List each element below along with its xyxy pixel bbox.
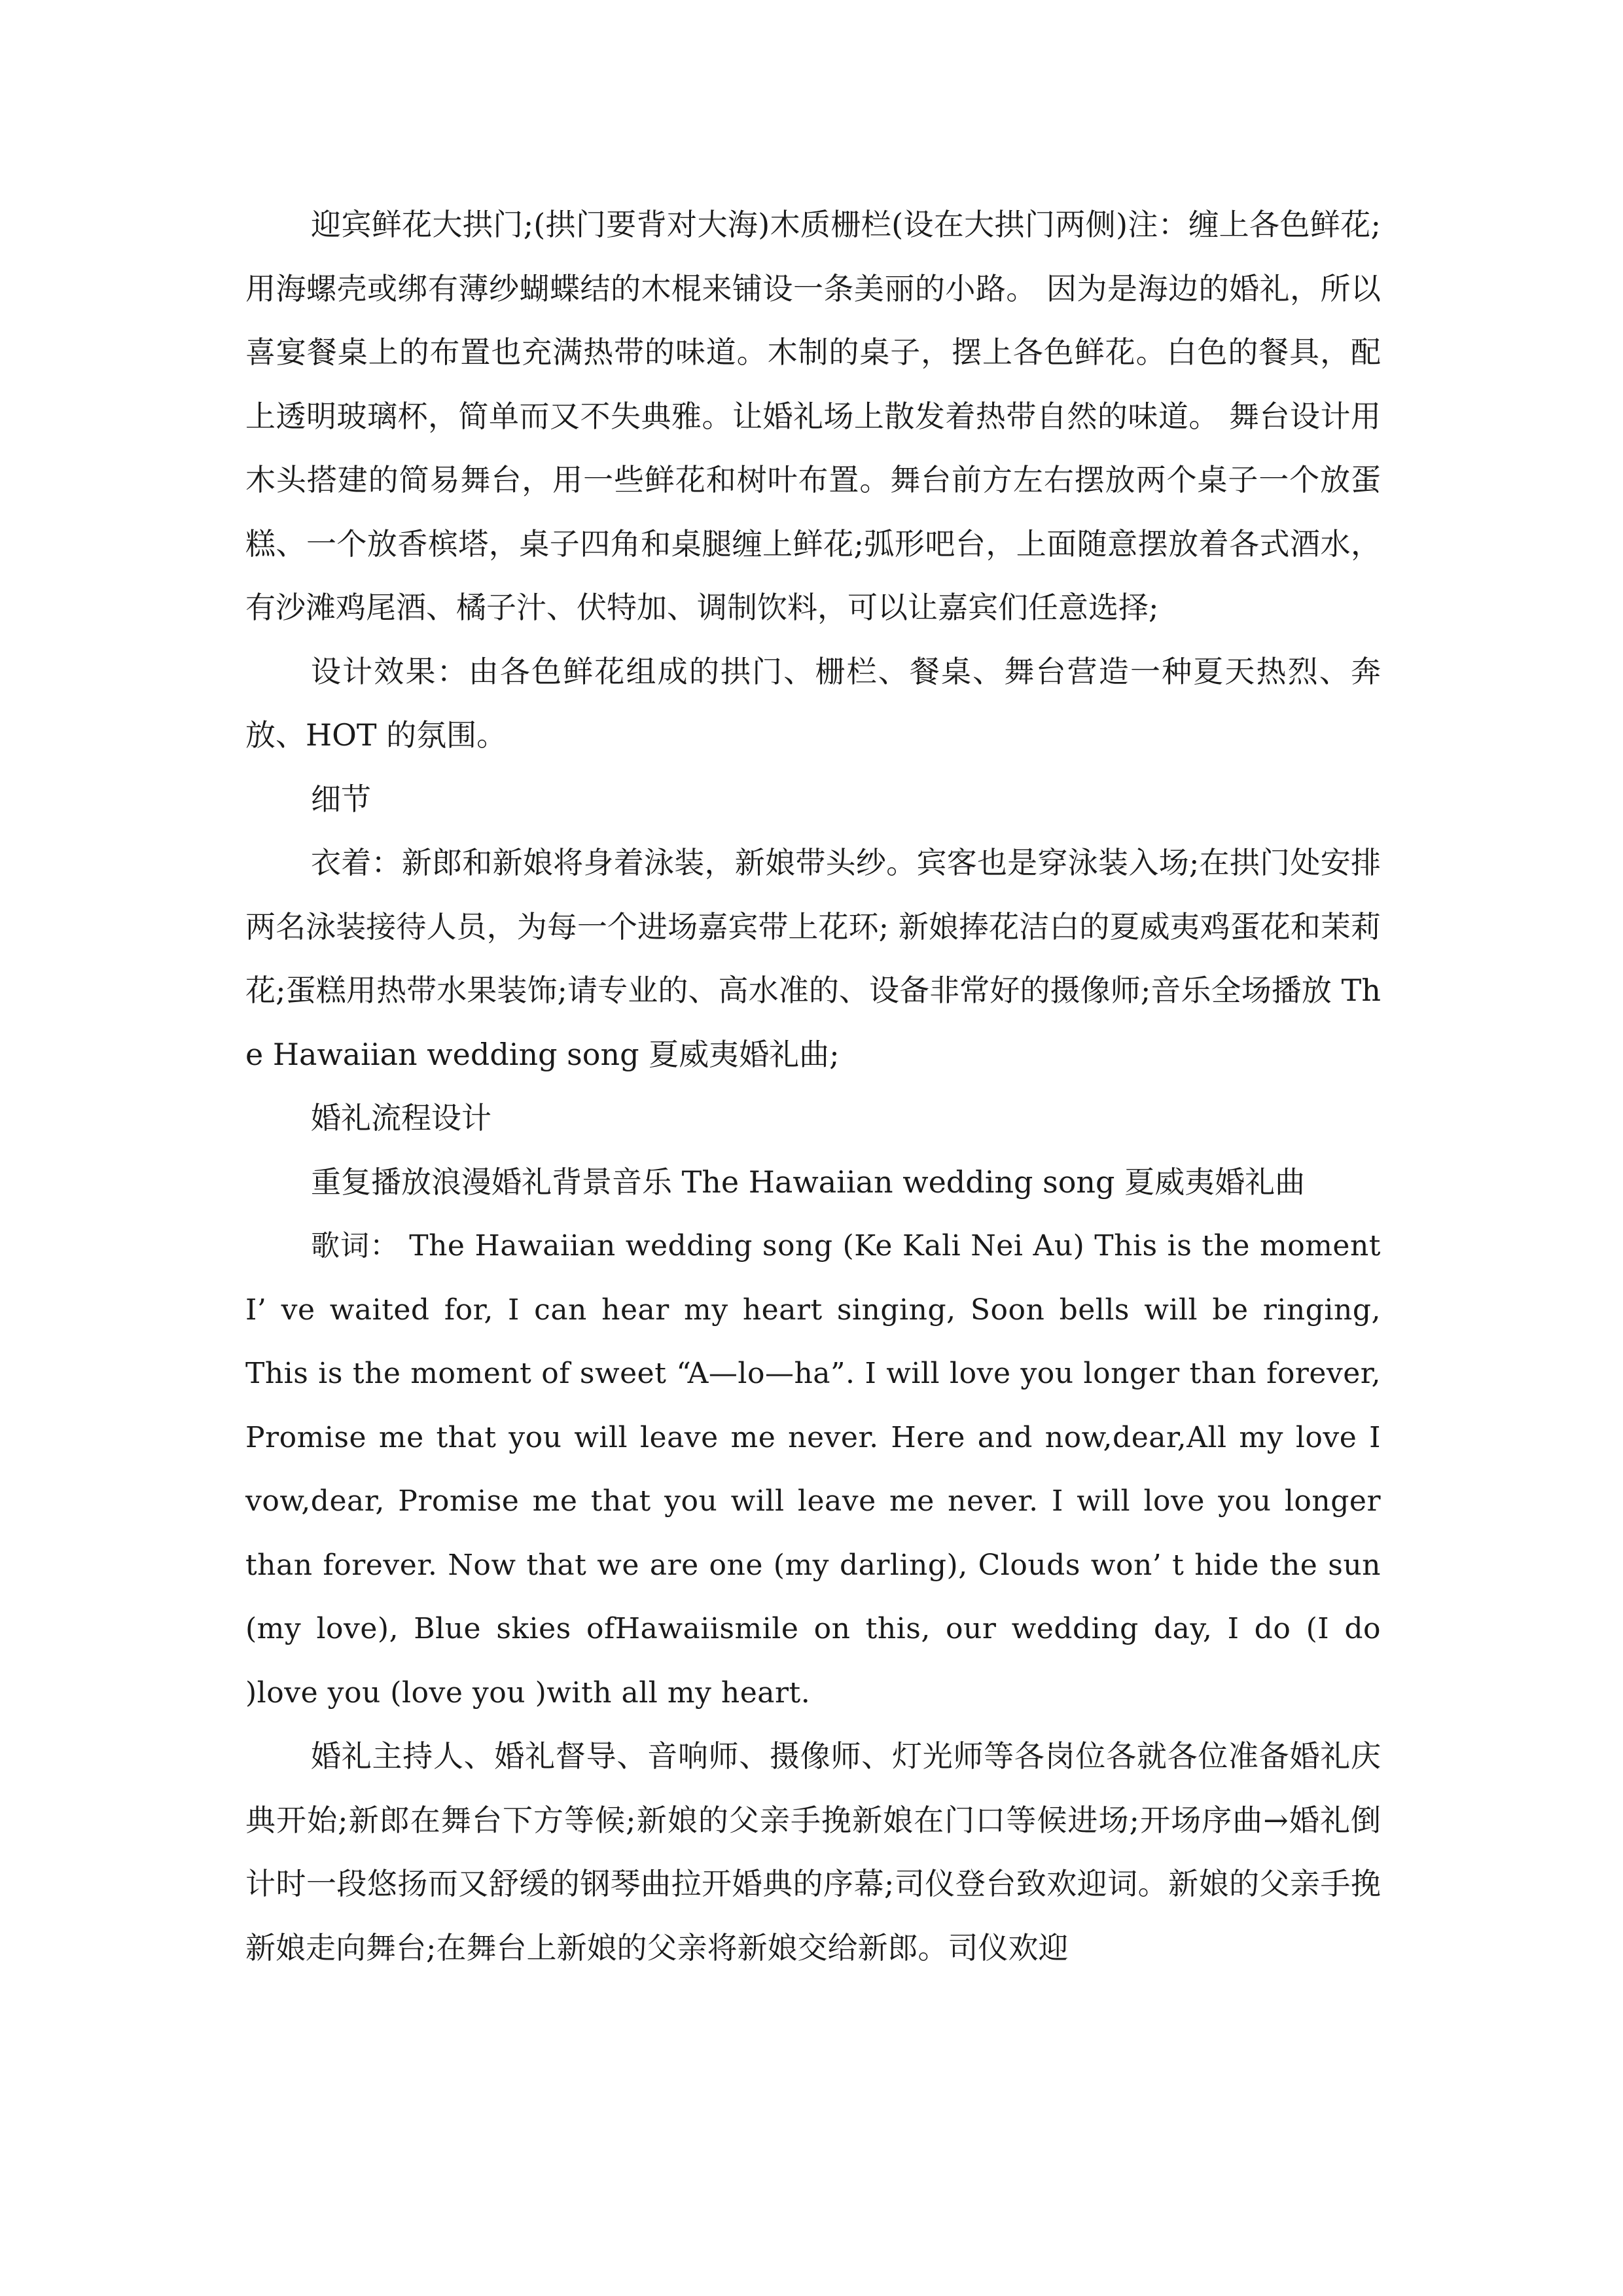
paragraph-ceremony-start: 婚礼主持人、婚礼督导、音响师、摄像师、灯光师等各岗位各就各位准备婚礼庆典开始;新郎在舞台下方等候;新娘的父亲手挽新娘在门口等候进场;开场序曲→婚礼倒计时一段悠扬而又舒缓的钢琴曲拉开婚典的序幕;司仪登台致欢迎词。新娘的父亲手挽新娘走向舞台;在舞台上新娘的父亲将新娘交给新郎。司仪欢迎	[245, 1738, 1381, 1965]
heading-wedding-process: 婚礼流程设计	[311, 1100, 491, 1136]
paragraph-attire: 衣着：新郎和新娘将身着泳装，新娘带头纱。宾客也是穿泳装入场;在拱门处安排两名泳装接待人员，为每一个进场嘉宾带上花环; 新娘捧花洁白的夏威夷鸡蛋花和茉莉花;蛋糕用热带水果装饰;请专业的、高水准的、设备非常好的摄像师;音乐全场播放 The Hawaiian wedding song 夏威夷婚礼曲;	[245, 845, 1381, 1072]
paragraph-design-effect: 设计效果：由各色鲜花组成的拱门、栅栏、餐桌、舞台营造一种夏天热烈、奔放、HOT 的氛围。	[245, 653, 1381, 753]
paragraph-lyrics: 歌词： The Hawaiian wedding song (Ke Kali Nei Au) This is the moment I’ ve waited for, I can hear my heart singing, Soon bells will be ringing, This is the moment of sweet “A—lo—ha”. I will love you longer than forever, Promise me that you will leave me never. Here and now,dear,All my love I vow,dear, Promise me that you will leave me never. I will love you longer than forever. Now that we are one (my darling), Clouds won’ t hide the sun (my love), Blue skies ofHawaiismile on this, our wedding day, I do (I do )love you (love you )with all my heart.	[245, 1229, 1381, 1710]
heading-details: 细节	[311, 781, 371, 817]
paragraph-background-music: 重复播放浪漫婚礼背景音乐 The Hawaiian wedding song 夏威夷婚礼曲	[311, 1164, 1306, 1200]
paragraph-venue-decoration: 迎宾鲜花大拱门;(拱门要背对大海)木质栅栏(设在大拱门两侧)注：缠上各色鲜花;用海螺壳或绑有薄纱蝴蝶结的木棍来铺设一条美丽的小路。 因为是海边的婚礼，所以喜宴餐桌上的布置也充满热带的味道。木制的桌子，摆上各色鲜花。白色的餐具，配上透明玻璃杯，简单而又不失典雅。让婚礼场上散发着热带自然的味道。 舞台设计用木头搭建的简易舞台，用一些鲜花和树叶布置。舞台前方左右摆放两个桌子一个放蛋糕、一个放香槟塔，桌子四角和桌腿缠上鲜花;弧形吧台，上面随意摆放着各式酒水，有沙滩鸡尾酒、橘子汁、伏特加、调制饮料，可以让嘉宾们任意选择;	[245, 207, 1381, 625]
document-page	[245, 193, 1381, 1980]
